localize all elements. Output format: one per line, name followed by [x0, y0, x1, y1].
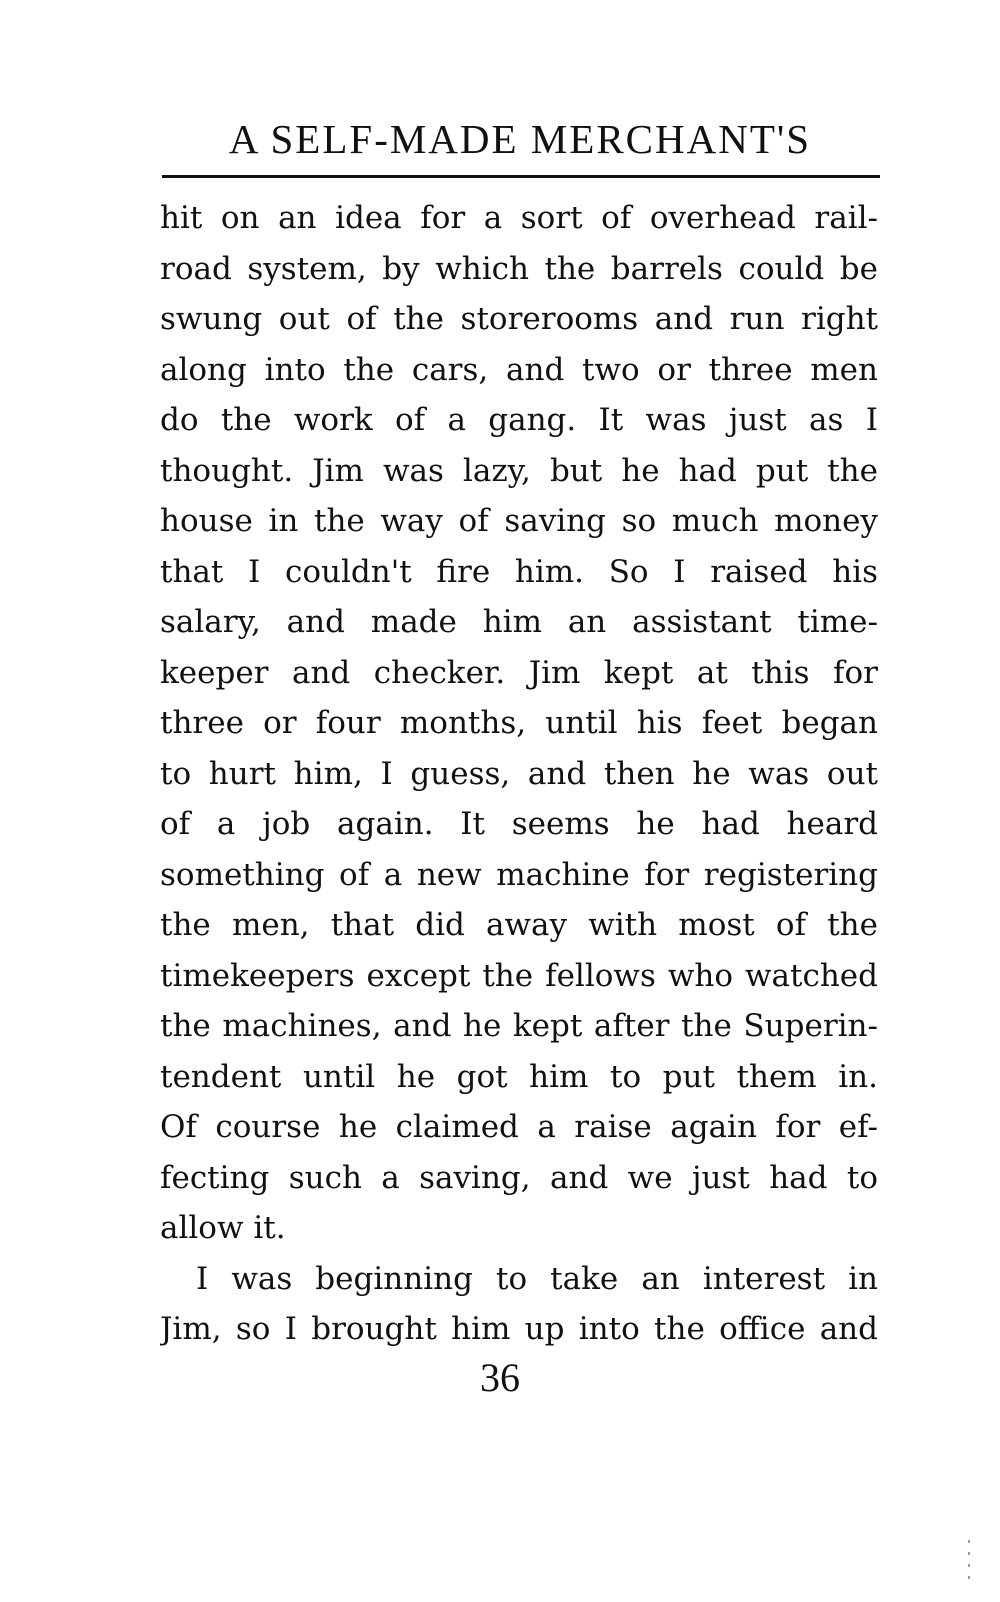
text-line: something of a new machine for registering [160, 856, 878, 893]
text-line: house in the way of saving so much money [160, 503, 878, 539]
text-line: the men, that did away with most of the [160, 907, 878, 943]
scan-speck [968, 1552, 970, 1555]
header-rule [162, 175, 880, 178]
body-text [160, 193, 878, 1355]
text-line: hit on an idea for a sort of overhead rail- [160, 200, 878, 236]
text-line: allow it. [160, 1210, 286, 1246]
paragraph-1 [160, 193, 878, 1254]
page-number: 36 [480, 1355, 520, 1400]
text-line: Of course he claimed a raise again for ef- [160, 1109, 878, 1145]
text-line: thought. Jim was lazy, but he had put the [160, 452, 878, 489]
text-line: that I couldn't fire him. So I raised his [160, 553, 878, 590]
scan-speck [968, 1564, 970, 1567]
text-line: keeper and checker. Jim kept at this for [160, 654, 878, 691]
text-line: road system, by which the barrels could be [160, 250, 878, 287]
text-line: swung out of the storerooms and run right [160, 301, 878, 337]
text-line: the machines, and he kept after the Superin- [160, 1008, 878, 1044]
text-line: fecting such a saving, and we just had to [160, 1159, 878, 1196]
text-line: of a job again. It seems he had heard [160, 806, 878, 842]
text-line: I was beginning to take an interest in [196, 1260, 878, 1297]
text-line: Jim, so I brought him up into the office and [160, 1311, 878, 1347]
text-line: do the work of a gang. It was just as I [160, 402, 878, 438]
text-line: three or four months, until his feet began [160, 705, 878, 741]
text-line: timekeepers except the fellows who watched [160, 957, 878, 994]
text-line: tendent until he got him to put them in. [160, 1058, 878, 1095]
scan-speck [968, 1540, 970, 1543]
text-line: along into the cars, and two or three men [160, 351, 878, 388]
scan-speck [968, 1576, 970, 1579]
paragraph-2 [160, 1254, 878, 1355]
text-line: salary, and made him an assistant time- [160, 604, 878, 640]
running-head: A SELF-MADE MERCHANT'S [228, 116, 812, 162]
text-line: to hurt him, I guess, and then he was out [160, 755, 878, 792]
